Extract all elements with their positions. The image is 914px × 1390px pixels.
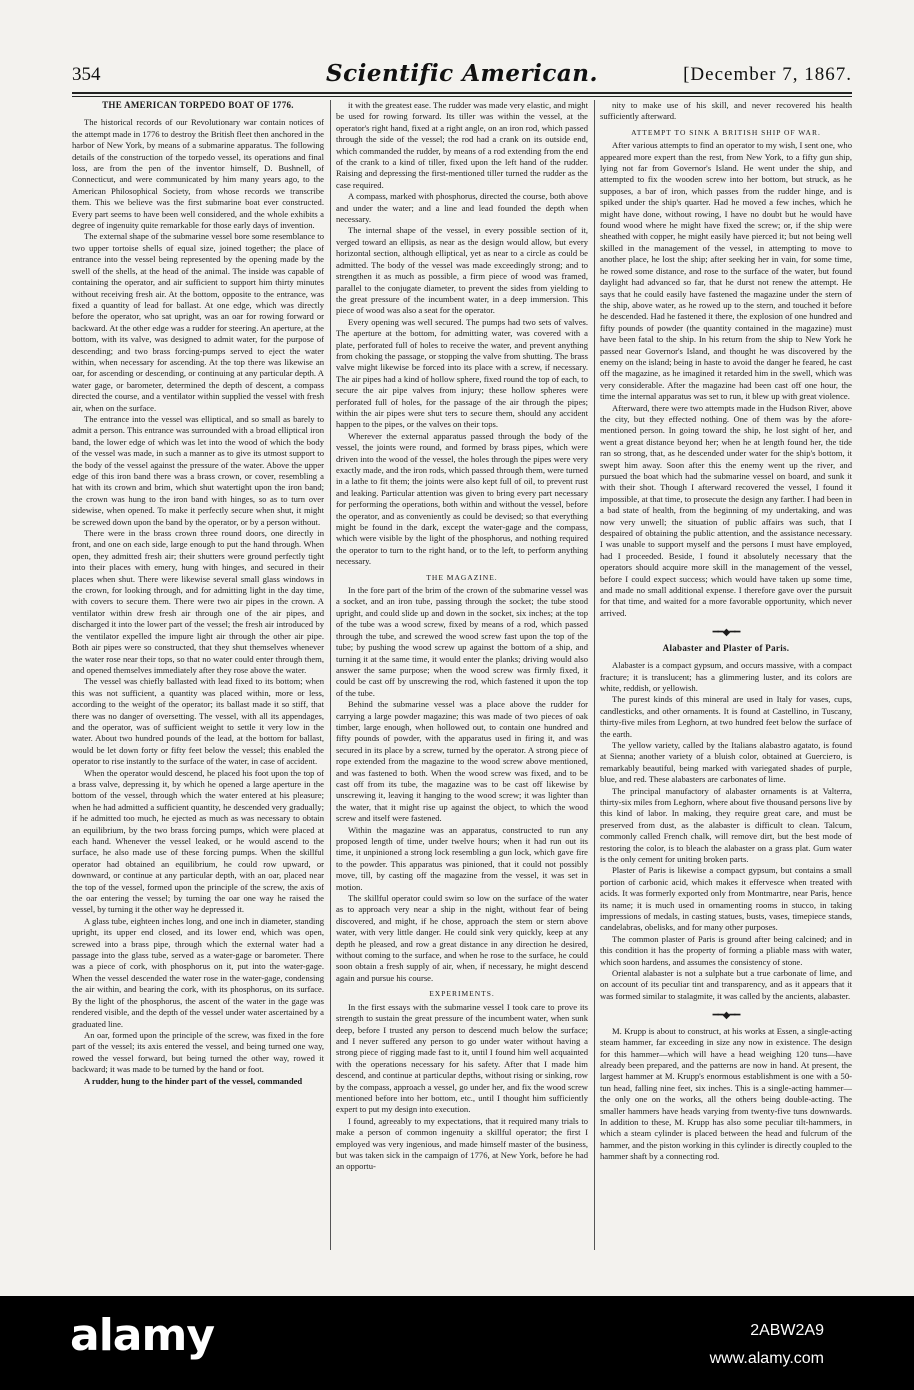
paragraph: A glass tube, eighteen inches long, and one inch in diameter, standing upright, its upper end closed, and its lower end, which was open, screwed into a brass pipe, through which the external water had a passage into the glass tube, served as a water-gage or barometer. There was a piece of cork, with phosphorus on it, put into the water-gage. When the vessel descended the water rose in the water-gage, condensing the air within, and bearing the cork, with its phosphorus, on its surface. By the light of the phosphorus, the ascent of the water in the gage was rendered visible, and the depth of the vessel under water ascertained by a graduated line.	[72, 915, 324, 1029]
paragraph: The internal shape of the vessel, in every possible section of it, verged toward an ellipsis, as near as the design would allow, but every horizontal section, although elliptical, yet as near to a circle as could be admitted. The body of the vessel was made exceedingly strong; and to strengthen it as much as possible, a firm piece of wood was framed, parallel to the conjugate diameter, to prevent the sides from yielding to the great pressure of the incumbent water, in a deep immersion. This piece of wood was also a seat for the operator.	[336, 225, 588, 316]
column-divider	[594, 100, 595, 1250]
paragraph: A compass, marked with phosphorus, directed the course, both above and under the water; and a line and lead founded the depth when necessary.	[336, 191, 588, 225]
paragraph: Every opening was well secured. The pumps had two sets of valves. The aperture at the bottom, for admitting water, was covered with a plate, perforated full of holes to receive the water, and prevent anything from choking the passage, or stopping the valve from shutting. The brass valve might likewise be forced into its place with a screw, if necessary. The air pipes had a kind of hollow sphere, fixed round the top of each, to secure the air pipe valves from injury; these hollow spheres were perforated full of holes, for the passage of the air through the pipes; within the air pipes were shut ters to secure them, should any accident happen to the pipes, or the valves on their tops.	[336, 316, 588, 430]
image-code: 2ABW2A9	[750, 1322, 824, 1339]
watermark-bar	[0, 1296, 914, 1390]
column-3-body-a	[600, 100, 852, 123]
paragraph: Behind the submarine vessel was a place above the rudder for carrying a large powder magazine; this was made of two pieces of oak timber, large enough, when hollowed out, to contain one hundred and fifty pounds of powder, with the apparatus used in firing it, and was secured in its place by a screw, turned by the operator. A strong piece of rope extended from the magazine to the wood screw above mentioned, and was fastened to both. When the wood screw was fixed, and to be cast off from its tube, the magazine was to be cast off likewise by unscrewing it, leaving it hanging to the wood screw; it was lighter than the water, that it might rise up against the object, to which the wood screw and itself were fastened.	[336, 699, 588, 824]
paragraph: nity to make use of his skill, and never recovered his health sufficiently afterward.	[600, 100, 852, 122]
paragraph: Alabaster is a compact gypsum, and occurs massive, with a compact fracture; it is translucent; has a glimmering luster, and its colors are white, reddish, or yellowish.	[600, 660, 852, 693]
column-1	[72, 100, 324, 1250]
paragraph: In the fore part of the brim of the crown of the submarine vessel was a socket, and an iron tube, passing through the socket; the tube stood upright, and could slide up and down in the socket, six inches; at the top of the tube was a wood screw, fixed by means of a rod, which passed through the tube, and screwed the wood screw fast upon the top of the tube; by pushing the wood screw up against the bottom of a ship, and turning it at the same time, it would enter the planks; driving would also answer the same purpose; when the wood screw was firmly fixed, it could be cast off by unscrewing the rod, which fastened it upon the top of the tube.	[336, 585, 588, 698]
paragraph: The entrance into the vessel was elliptical, and so small as barely to admit a person. This entrance was surrounded with a broad elliptical iron band, the lower edge of which was let into the wood of which the body of the vessel was made, in such a manner as to give its utmost support to the body of the vessel against the pressure of the water. Above the upper edge of this iron band there was a brass crown, or cover, resembling a hat with its crown and brim, which shut watertight upon the iron band; the crown was hung to the iron band with hinges, so as to turn over sidewise, when opened. To make it perfectly secure when shut, it might be screwed down upon the band by the operator, or by a person without.	[72, 413, 324, 527]
site-url: www.alamy.com	[709, 1350, 824, 1367]
column-2	[336, 100, 588, 1250]
subheading-magazine: THE MAGAZINE.	[426, 572, 498, 582]
paragraph: it with the greatest ease. The rudder was made very elastic, and might be used for rowing forward. Its tiller was within the vessel, at the operator's right hand, fixed at a right angle, on an iron rod, which passed through the side of the vessel; the rod had a crank on its outside end, which commanded the rudder, by means of a rod extending from the end of the crank to a kind of tiller, fixed upon the left hand of the rudder. Raising and depressing the first-mentioned tiller turned the rudder as the case required.	[336, 100, 588, 190]
paragraph: The external shape of the submarine vessel bore some resemblance to two upper tortoise shells of equal size, joined together; the place of entrance into the vessel being represented by the opening made by the swell of the shells, at the head of the animal. The inside was capable of containing the operator, and air sufficient to support him thirty minutes without receiving fresh air. At the bottom, opposite to the entrance, was fixed a quantity of lead for ballast. At one edge, which was directly before the operator, who sat upright, was an oar for rowing forward or backward. At the other edge was a rudder for steering. An aperture, at the bottom, with its valve, was designed to admit water, for the purpose of descending; and two brass forcing-pumps served to eject the water within, when necessary for ascending. At the top there was likewise an oar, for ascending or descending, or continuing at any particular depth. A water gage, or barometer, determined the depth of descent, a compass directed the course, and a ventilator within supplied the vessel with fresh air, when on the surface.	[72, 231, 324, 413]
subheading-attempt: ATTEMPT TO SINK A BRITISH SHIP OF WAR.	[631, 127, 821, 137]
column-1-last-line: A rudder, hung to the hinder part of the vessel, commanded	[84, 1075, 303, 1086]
column-divider	[330, 100, 331, 1250]
paragraph: The purest kinds of this mineral are used in Italy for vases, cups, candlesticks, and other ornaments. It is found at Castellino, in Tuscany, thirty-five miles from Leghorn, at two hundred feet below the surface of the earth.	[600, 694, 852, 739]
column-2-body-c	[336, 1002, 588, 1173]
paragraph: An oar, formed upon the principle of the screw, was fixed in the fore part of the vessel; its axis entered the vessel, and being turned one way, rowed the vessel forward, but being turned the other way, rowed it backward; it was made to be turned by the hand or foot.	[72, 1029, 324, 1075]
alamy-logo: alamy	[70, 1310, 214, 1361]
column-3-body-b	[600, 140, 852, 619]
issue-date: [December 7, 1867.	[683, 64, 852, 85]
paragraph: I found, agreeably to my expectations, that it required many trials to make a person of common ingenuity a skillful operator; the first I employed was very ingenious, and made himself master of the business, but was taken sick in the campaign of 1776, at New York, before he had an opportu-	[336, 1115, 588, 1172]
paragraph: Within the magazine was an apparatus, constructed to run any proposed length of time, under twelve hours; when it had run out its time, it unpinioned a strong lock resembling a gun lock, which gave fire to the powder. This apparatus was pinioned, that it could not possibly move, till, by casting off the magazine from the vessel, it was set in motion.	[336, 824, 588, 892]
section-ornament: ━━◆━━	[712, 627, 740, 639]
section-ornament: ━━◆━━	[712, 1010, 740, 1022]
column-1-body	[72, 117, 324, 1075]
paragraph: Wherever the external apparatus passed through the body of the vessel, the joints were round, and formed by brass pipes, which were driven into the wood of the vessel, the holes through the pipes were very exactly made, and the iron rods, which passed through them, were turned in a lathe to fit them; the joints were also kept full of oil, to prevent rust and leaking. Particular attention was given to bring every part necessary for performing the operations, both within and without the vessel, before the operator, and as conveniently as could be devised; so that everything might be found in the dark, except the water-gage and the compass, which were visible by the light of the phosphorus, and nothing required the operator to turn to the right hand, or to the left, to perform anything necessary.	[336, 430, 588, 567]
column-2-body-a	[336, 100, 588, 568]
article-title-alabaster: Alabaster and Plaster of Paris.	[662, 642, 790, 653]
paragraph: When the operator would descend, he placed his foot upon the top of a brass valve, depressing it, by which he opened a large aperture in the bottom of the vessel, through which the water entered at his pleasure; when he had admitted a sufficient quantity, he descended very gradually; if he admitted too much, he ejected as much as was necessary to obtain an equilibrium, by the two brass forcing pumps, which were placed at each hand. Whenever the vessel leaked, or he would ascend to the surface, he also made use of these forcing pumps. When the skillful operator had obtained an equilibrium, he could row upward, or downward, or continue at any particular depth, with an oar, placed near the top of the vessel, formed upon the principle of the screw, the axis of the oar entering the vessel; by turning the oar one way he raised the vessel, by turning it the other way he depressed it.	[72, 767, 324, 915]
page-number: 354	[72, 64, 101, 85]
paragraph: In the first essays with the submarine vessel I took care to prove its strength to sustain the great pressure of the incumbent water, when sunk deep, before I trusted any person to descend much below the surface; and I never suffered any person to go under water without having a strong piece of rigging made fast to it, until I found him well acquainted with the operations necessary for his safety. After that I made him descend, and continue at particular depths, without rising or sinking, row by the compass, approach a vessel, go under her, and fix the wood screw mentioned before into her bottom, etc., until I thought him sufficiently expert to put my design into execution.	[336, 1001, 588, 1115]
paragraph: M. Krupp is about to construct, at his works at Essen, a single-acting steam hammer, far exceeding in size any now in existence. The design for this hammer—which will have a head weighing 120 tuns—have already been prepared, and the patterns are now in hand. At present, the largest hammer at M. Krupp's enormous establishment is one with a 50-tun head, falling nine feet, six inches. This is a single-acting hammer—the only one on the works, all the others being double-acting. The smaller hammers have heads varying from twenty-five tuns downwards. In addition to these, M. Krupp has also some peculiar tilt-hammers, in which a steam cylinder is placed between the head and fulcrum of the hammer, and the piston working in this cylinder is directly coupled to the hammer shaft by a connecting rod.	[600, 1025, 852, 1162]
paragraph: Plaster of Paris is likewise a compact gypsum, but contains a small portion of carbonic acid, which makes it effervesce when treated with acids. It was formerly exported only from Montmartre, near Paris, hence its name; it is much used in ornamenting rooms in stucco, in taking impressions of medals, in casting statues, busts, vases, timepiece stands, candelabras, obelisks, and for many other purposes.	[600, 865, 852, 933]
paragraph: After various attempts to find an operator to my wish, I sent one, who appeared more expert than the rest, from New York, to a fifty gun ship, lying not far from Governor's Island. He went under the ship, and attempted to fix the wooden screw into her bottom, but struck, as he supposes, a bar of iron, which passes from the rudder hinge, and is spiked under the ship's quarter. Had he moved a few inches, which he might have done, without rowing, I have no doubt but he would have found wood where he might have fixed the screw; or, if the ship were sheathed with copper, he might easily have pierced it; but not being well skilled in the management of the vessel, in attempting to move to another place, he lost the ship; after seeking her in vain, for some time, he rowed some distance, and rose to the surface of the water, but found daylight had advanced so far, that he durst not renew the attempt. He says that he could easily have fastened the magazine under the stern of the ship, above water, as he rowed up to the stern, and touched it before he descended. Had he fastened it there, the explosion of one hundred and fifty pounds of powder (the quantity contained in the magazine) must have been fatal to the ship. In his return from the ship to New York he passed near Governor's Island, and thought he was discovered by the enemy on the island; being in haste to avoid the danger he feared, he cast off the magazine, as he imagined it retarded him in the swell, which was very considerable. After the magazine had been cast off one hour, the time the internal apparatus was set to run, it blew up with great violence.	[600, 140, 852, 402]
paragraph: There were in the brass crown three round doors, one directly in front, and one on each side, large enough to put the hand through. When open, they admitted fresh air; their shutters were ground perfectly tight into their places with emery, hung with hinges, and secured in their places when shut. There were likewise several small glass windows in the crown, for looking through, and for admitting light in the day time, with covers to secure them. There were two air pipes in the crown. A ventilator within drew fresh air through one of the air pipes, and discharged it into the lower part of the vessel; the fresh air introduced by the ventilator expelled the impure light air through the other air pipe. Both air pipes were so constructed, that they shut themselves whenever the water rose near their tops, so that no water could enter through them, and opened themselves immediately after they rose above the water.	[72, 528, 324, 675]
paragraph: The historical records of our Revolutionary war contain notices of the attempt made in 1776 to destroy the British fleet then anchored in the harbor of New York, by means of a submarine apparatus. The following details of the construction of the torpedo vessel, its operations and final loss, are from the pen of the inventor himself, D. Bushnell, of Connecticut, and were communicated by him many years ago, to the American Philosophical Society, from whose records we transcribe them. This we believe was the first submarine boat ever constructed. Every part seems to have been well considered, and the whole exhibits a degree of ingenuity quite remarkable for those early days of invention.	[72, 117, 324, 231]
column-3	[600, 100, 852, 1250]
paragraph: Afterward, there were two attempts made in the Hudson River, above the city, but they effected nothing. One of them was by the afore-mentioned person. In going toward the ship, he lost sight of her, and went a great distance beyond her; when he at length found her, the tide ran so strong, that, as he descended under water for the ship's bottom, it swept him away. Soon after this the enemy went up the river, and pursued the boat which had the submarine vessel on board, and sunk it with their shot. Though I afterward recovered the vessel, I found it impossible, at that time, to prosecute the design any farther. I had been in a bad state of health, from the beginning of my undertaking, and was now very unwell; the situation of public affairs was such, that I despaired of obtaining the public attention, and the assistance necessary. I was unable to support myself and the persons I must have employed, had I proceeded. Beside, I found it absolutely necessary that the operators should acquire more skill in the management of the vessel, before I could expect success; which would have taken up some time, and made no small additional expense. I therefore gave over the pursuit for that time, and waited for a more favorable opportunity, which never arrived.	[600, 402, 852, 618]
paragraph: The principal manufactory of alabaster ornaments is at Valterra, thirty-six miles from Leghorn, where about five thousand persons live by this kind of labor. In making, they require great care, and must be preserved from dust, as the alabaster is difficult to clean. Talcum, commonly called French chalk, will remove dirt, but the best mode of restoring the color, is to bleach the alabaster on a grass plat. Gum water is the only cement for uniting broken parts.	[600, 785, 852, 864]
article-columns	[72, 100, 852, 1250]
column-3-body-c	[600, 660, 852, 1002]
paragraph: The vessel was chiefly ballasted with lead fixed to its bottom; when this was not sufficient, a quantity was placed within, more or less, according to the weight of the operator; its ballast made it so stiff, that there was no danger of oversetting. The vessel, with all its appendages, and the operator, was of sufficient weight to settle it very low in the water. About two hundred pounds of the lead, at the bottom for ballast, would be let down forty or fifty feet below the vessel; this enabled the operator to rise instantly to the surface of the water, in case of accident.	[72, 676, 324, 767]
column-2-body-b	[336, 585, 588, 984]
paragraph: The common plaster of Paris is ground after being calcined; and in this condition it has the property of forming a pliable mass with water, which soon hardens, and assumes the consistency of stone.	[600, 933, 852, 967]
subheading-experiments: EXPERIMENTS.	[429, 989, 495, 999]
paragraph: The yellow variety, called by the Italians alabastro agatato, is found at Sienna; another variety of a bluish color, obtained at Guerciето, is remarkably beautiful, being marked with variegated shades of purple, blue, and red. These alabasters are carbonates of lime.	[600, 739, 852, 785]
paragraph: The skillful operator could swim so low on the surface of the water as to approach very near a ship in the night, without fear of being discovered, and might, if he chose, approach the stem or stern above water, with very little danger. He could sink very quickly, keep at any depth he pleased, and row a great distance in any direction he desired, without coming to the surface, and when he rose to the surface, he could soon obtain a fresh supply of air, when, if necessary, he might descend again and pursue his course.	[336, 893, 588, 983]
column-3-body-d	[600, 1026, 852, 1163]
paragraph: Oriental alabaster is not a sulphate but a true carbonate of lime, and on account of its peculiar tint and transparency, and as it appears that it was formed similar to stalagmite, it was called by the ancients, alabaster.	[600, 968, 852, 1001]
article-title-torpedo: THE AMERICAN TORPEDO BOAT OF 1776.	[102, 100, 294, 110]
masthead: Scientific American.	[325, 60, 599, 87]
header-rule	[72, 92, 852, 97]
page-header	[72, 60, 852, 90]
